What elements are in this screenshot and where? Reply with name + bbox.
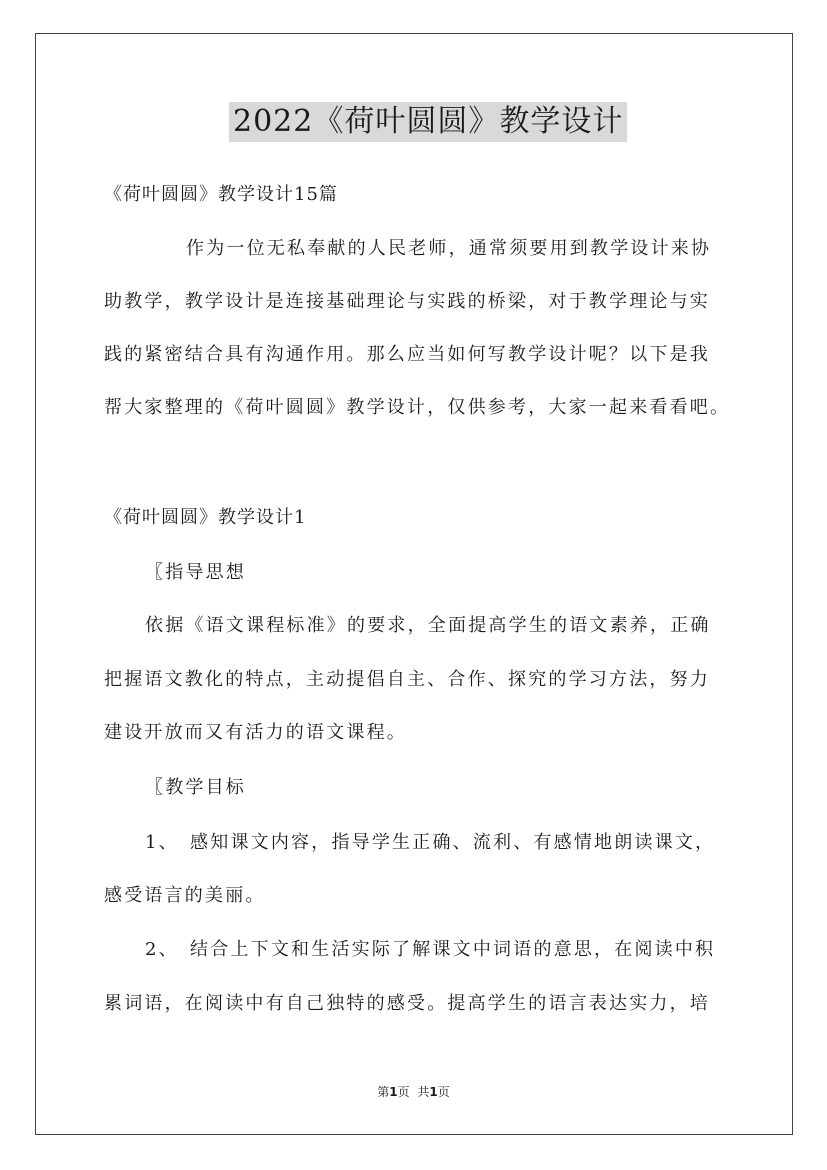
intro-line: 作为一位无私奉献的人民老师，通常须要用到教学设计来协 (186, 238, 712, 259)
intro-line: 践的紧密结合具有沟通作用。那么应当如何写教学设计呢？以下是我 (104, 344, 710, 365)
footer-total-prefix: 共 (417, 1085, 430, 1099)
document-title: 2022《荷叶圆圆》教学设计 (229, 102, 627, 142)
guide-text-line: 依据《语文课程标准》的要求，全面提高学生的语文素养，正确 (145, 615, 711, 636)
footer-page-number: 1 (389, 1085, 398, 1099)
guide-heading: 〖指导思想 (145, 562, 246, 583)
intro-line: 助教学，教学设计是连接基础理论与实践的桥梁，对于教学理论与实 (104, 291, 710, 312)
goal-item-line: 累词语，在阅读中有自己独特的感受。提高学生的语言表达实力，培 (104, 993, 710, 1014)
page-footer (0, 1084, 827, 1100)
footer-total-pages: 1 (429, 1085, 438, 1099)
guide-text-line: 把握语文教化的特点，主动提倡自主、合作、探究的学习方法，努力 (104, 669, 710, 690)
intro-line: 帮大家整理的《荷叶圆圆》教学设计，仅供参考，大家一起来看看吧。 (104, 397, 731, 418)
goal-heading: 〖教学目标 (145, 777, 246, 798)
subtitle: 《荷叶圆圆》教学设计15篇 (104, 184, 338, 205)
footer-prefix: 第 (377, 1085, 390, 1099)
footer-total-suffix: 页 (437, 1085, 450, 1099)
guide-text-line: 建设开放而又有活力的语文课程。 (104, 722, 407, 743)
goal-item-line: 感受语言的美丽。 (104, 885, 266, 906)
goal-item-line: 1、 感知课文内容，指导学生正确、流利、有感情地朗读课文， (145, 832, 716, 853)
section-heading: 《荷叶圆圆》教学设计1 (104, 507, 307, 528)
footer-page-suffix: 页 (397, 1085, 410, 1099)
goal-item-line: 2、 结合上下文和生活实际了解课文中词语的意思，在阅读中积 (145, 939, 716, 960)
